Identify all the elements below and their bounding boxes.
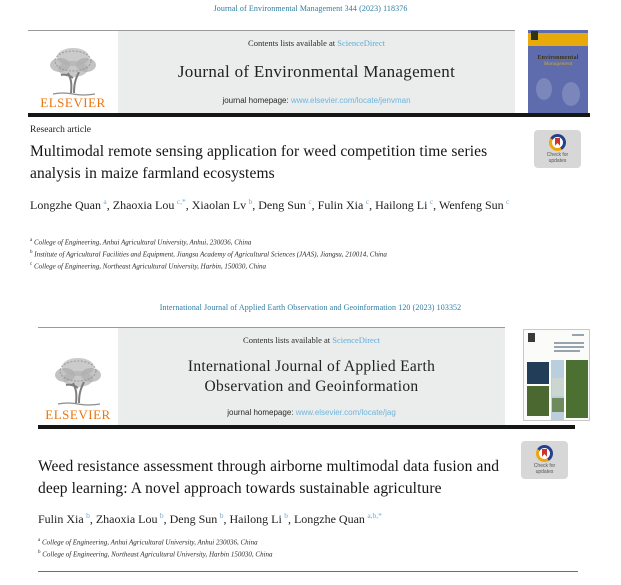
cover2-title-text [554,342,584,344]
elsevier-tree-icon [45,45,101,97]
banner-center-paper2 [118,328,505,425]
article-title-paper2: Weed resistance assessment through airborne multimodal data fusion and deep learning: A novel approach towards sustainable agriculture [38,458,500,498]
contents-prefix: Contents lists available at [243,335,333,345]
author-affil-sup: a,b,* [367,511,382,520]
running-head-paper2: International Journal of Applied Earth Observation and Geoinformation 120 (2023) 103352 [159,303,462,312]
contents-prefix: Contents lists available at [248,38,338,48]
cover2-photo [552,378,564,396]
check-for-updates-badge-paper1[interactable] [534,130,581,168]
cover1-art [536,78,552,100]
author-affil-sup: b [284,511,288,520]
author: Xiaolan Lv $^b$, [191,197,259,212]
homepage-line [227,408,396,417]
author: Longzhe Quan $^{a,b,*}$ [293,511,382,526]
cover2-publisher-mark [528,333,535,342]
homepage-link[interactable]: www.elsevier.com/locate/jenvman [290,96,411,105]
author: Longzhe Quan $^a$, [30,197,113,212]
cover2-photo [527,386,549,416]
author: Deng Sun $^c$, [258,197,318,212]
cover2-title-text [554,346,584,348]
author-affil-sup: a [103,197,107,206]
elsevier-logo-paper2[interactable] [38,328,118,425]
header-rule-paper2 [38,425,575,429]
affil-text: College of Engineering, Northeast Agricultural University, Harbin 150030, China [42,550,273,559]
author-affil-sup: c,* [176,197,186,206]
affiliation-list-paper1 [30,237,387,274]
author: Fulin Xia $^c$, [317,197,376,212]
author-affil-sup: b [159,511,164,520]
running-head-paper1: Journal of Environmental Management 344 (2023) 118376 [213,4,408,13]
author: Hailong Li $^b$, [229,511,294,526]
check-updates-icon [549,134,566,151]
affil-text: College of Engineering, Anhui Agricultural University, Anhui, 230036, China [33,238,252,247]
author-affil-sup: c [429,197,434,206]
author: Fulin Xia $^b$, [38,511,96,526]
footer-rule [38,571,578,572]
author-affil-sup: b [219,511,224,520]
check-updates-icon [536,445,553,462]
author: Deng Sun $^b$, [169,511,230,526]
elsevier-wordmark: ELSEVIER [40,95,106,110]
cover2-photo [527,362,549,384]
author: Wenfeng Sun $^c$ [438,197,510,212]
elsevier-logo-paper1[interactable] [28,31,118,113]
article-type-label: Research article [30,125,91,135]
cover2-photo [552,398,564,412]
journal-name-paper2: International Journal of Applied Earth Observation and Geoinformation [187,358,436,395]
cover2-photo [566,360,588,418]
author: Zhaoxia Lou $^b$, [95,511,170,526]
article-title-paper1: Multimodal remote sensing application for weed competition time series analysis in maize farmland ecosystems [30,143,488,183]
elsevier-tree-icon [50,353,106,409]
author-affil-sup: c [365,197,370,206]
affil-sup: a [38,538,41,543]
bookmark-icon [555,138,560,146]
author-affil-sup: b [248,197,253,206]
journal-banner-paper1 [28,30,515,113]
author-affil-sup: c [506,197,510,206]
affil-text: College of Engineering, Anhui Agricultural University, Anhui 230036, China [41,538,258,547]
author-affil-sup: b [86,511,90,520]
journal-cover-thumbnail-paper1 [528,30,588,113]
affil-sup: b [38,550,41,556]
homepage-link[interactable]: www.elsevier.com/locate/jag [295,408,396,417]
affiliation [30,249,387,261]
affil-sup: a [30,238,33,243]
author-list-paper2 [38,510,528,529]
check-for-updates-badge-paper2[interactable] [521,441,568,479]
cover2-issue-text [572,334,584,336]
check-updates-label: Check for updates [533,462,556,475]
journal-name-paper1: Journal of Environmental Management [177,62,456,81]
affiliation [30,237,387,249]
bookmark-icon [542,449,547,457]
affil-text: Institute of Agricultural Facilities and Equipment, Jiangsu Academy of Agricultural Sciences (JAAS), Jiangsu, 210014, China [34,250,387,259]
banner-center-paper1 [118,31,515,113]
journal-cover-thumbnail-paper2 [523,329,590,421]
cover1-title-line1: Environmental [537,55,579,61]
cover1-title-line2: Management [543,61,573,67]
author: Zhaoxia Lou $^{c,*}$, [112,197,192,212]
affiliation-list-paper2 [38,537,273,561]
cover1-publisher-mark [531,31,538,40]
homepage-prefix: journal homepage: [222,96,291,105]
affiliation [30,261,387,273]
affil-sup: b [30,250,33,256]
contents-line [243,335,380,345]
author-list-paper1 [30,196,520,215]
homepage-line [222,96,410,105]
affil-text: College of Engineering, Northeast Agricultural University, Harbin, 150030, China [33,262,267,271]
elsevier-wordmark: ELSEVIER [45,407,111,422]
affiliation [38,537,273,549]
cover1-art [562,82,580,106]
homepage-prefix: journal homepage: [227,408,296,417]
cover1-title [528,55,588,67]
header-rule-paper1 [28,113,590,117]
author: Hailong Li $^c$, [375,197,439,212]
cover2-title-text [554,350,580,352]
sciencedirect-link[interactable]: ScienceDirect [337,38,385,48]
affil-sup: c [30,262,33,268]
author-affil-sup: c [308,197,312,206]
journal-banner-paper2 [38,327,505,425]
check-updates-label: Check for updates [546,151,569,164]
affiliation [38,549,273,561]
contents-line [248,38,385,48]
sciencedirect-link[interactable]: ScienceDirect [332,335,380,345]
